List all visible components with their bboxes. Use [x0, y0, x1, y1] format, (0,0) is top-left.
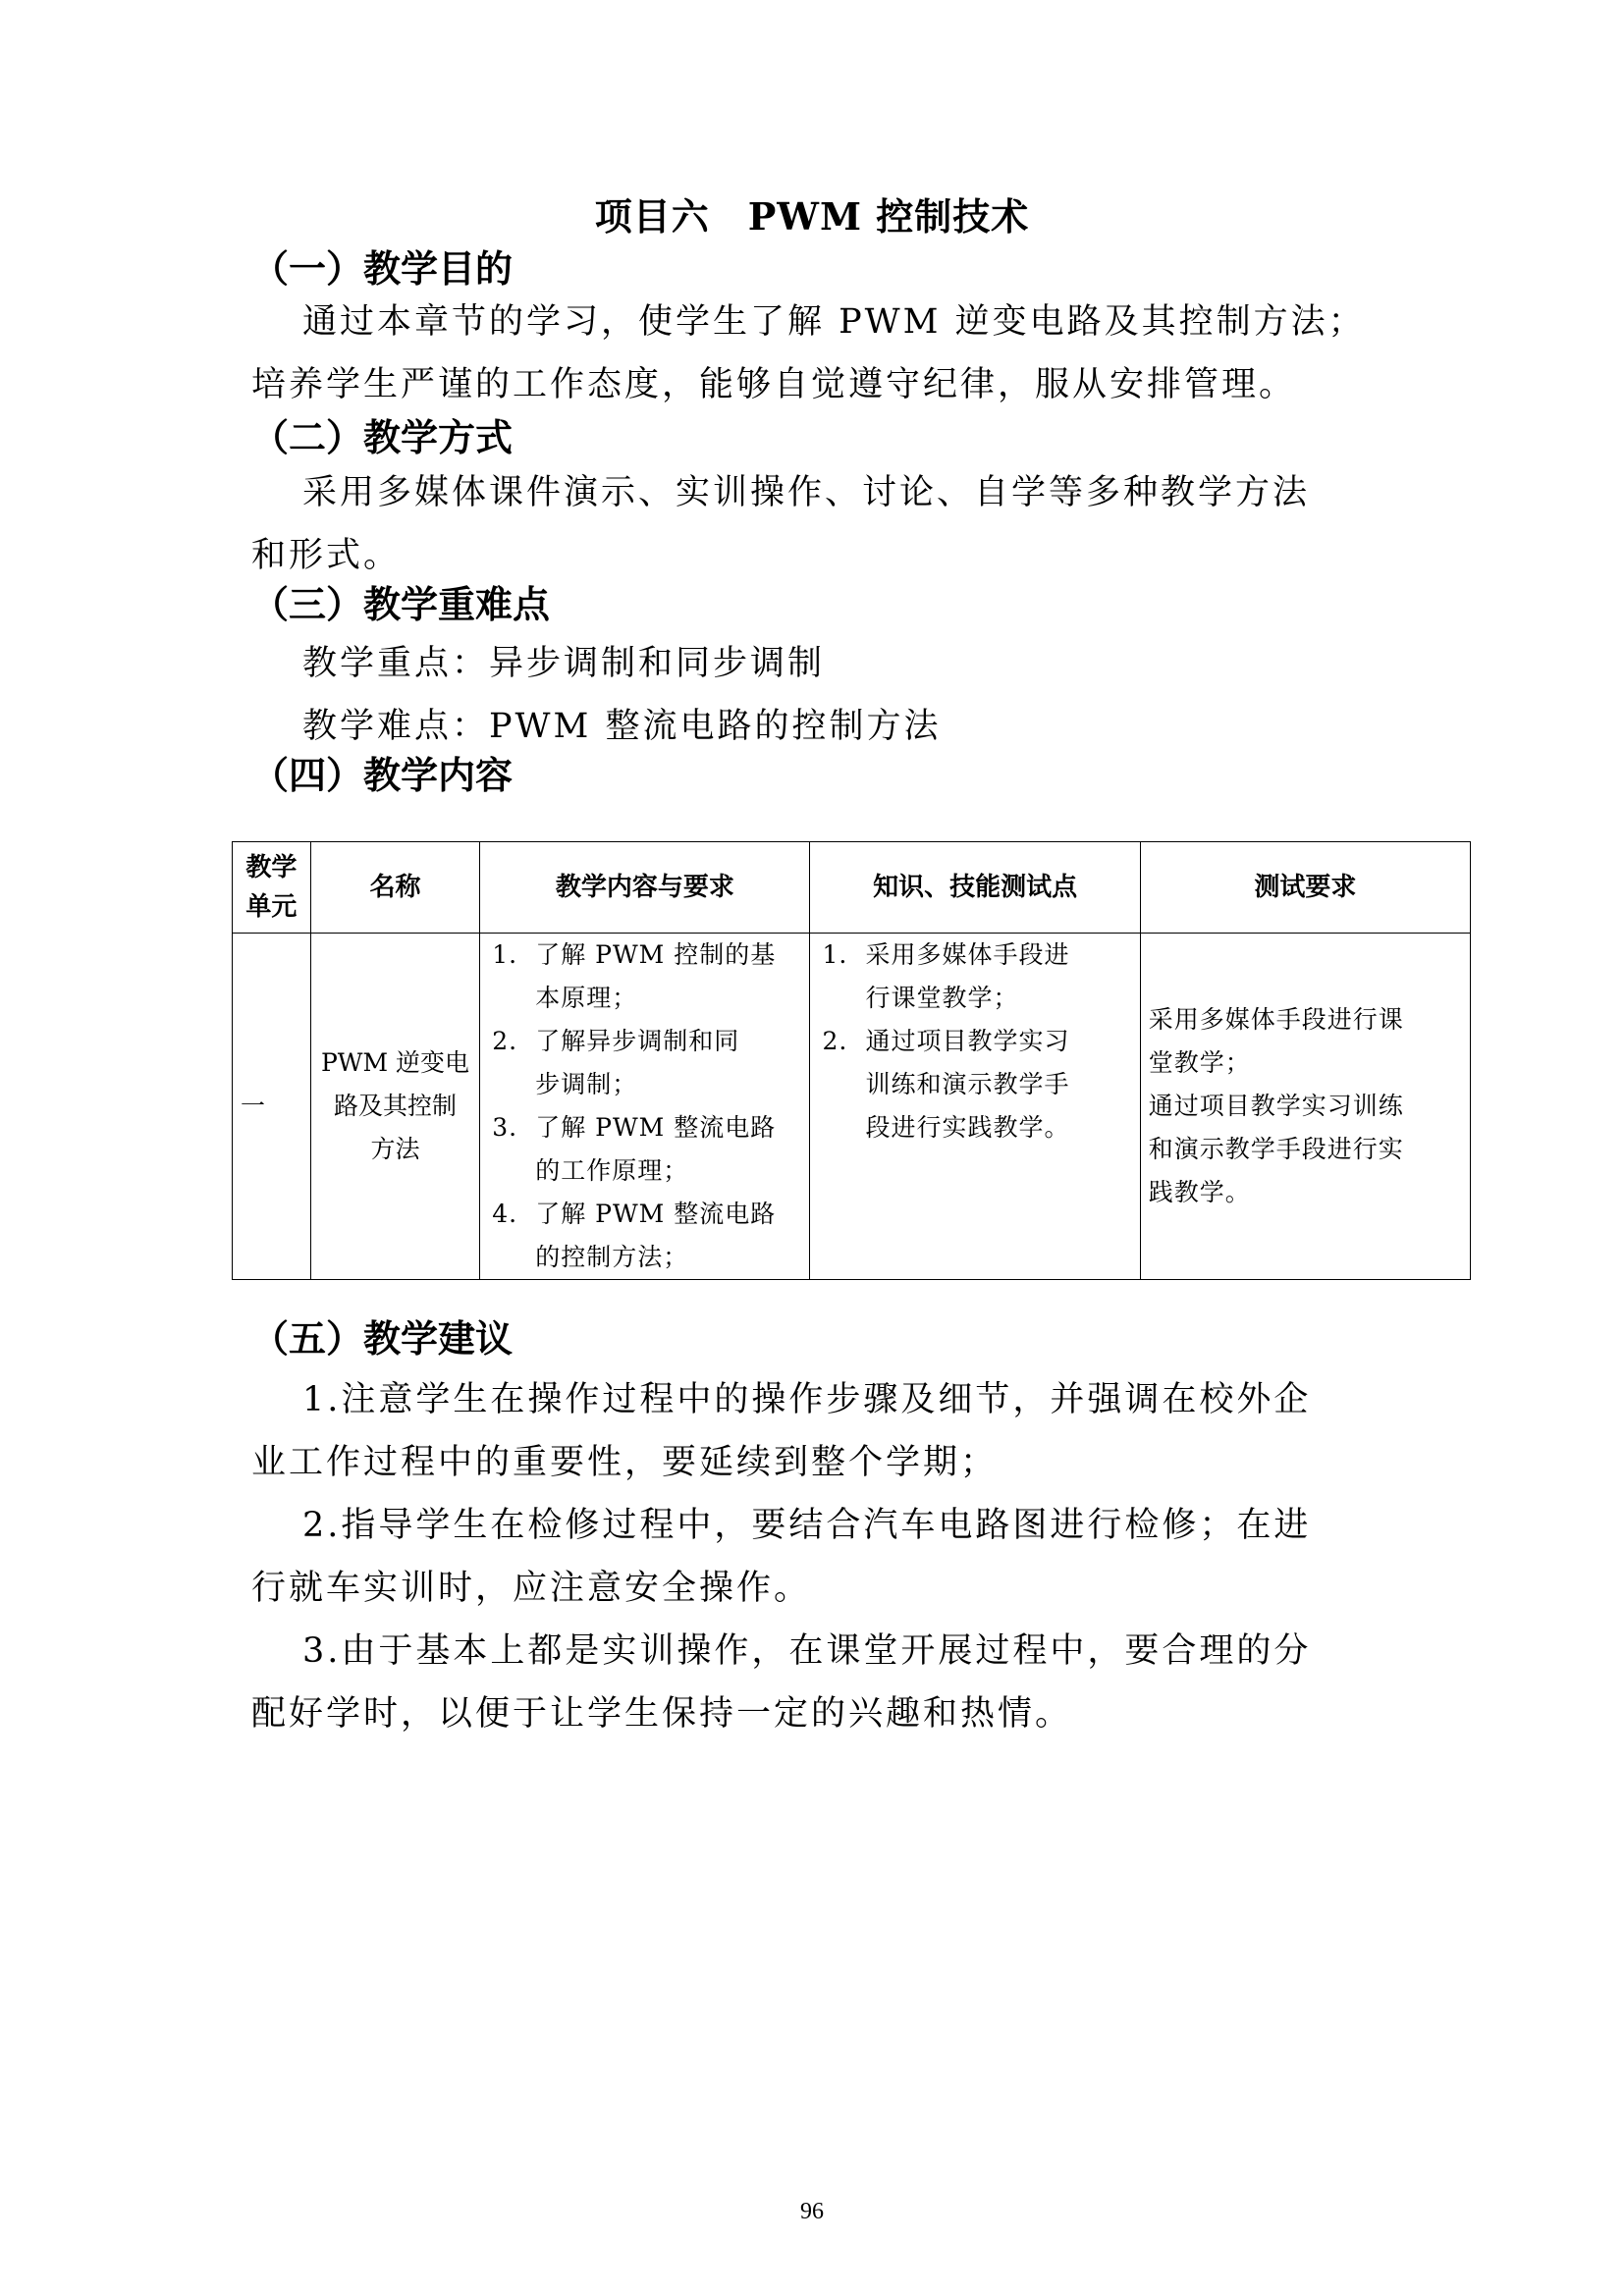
list-number: 1.	[822, 940, 848, 969]
list-text: 通过项目教学实习	[865, 1027, 1070, 1055]
name-line: PWM 逆变电	[320, 1048, 469, 1077]
list-text: 了解 PWM 整流电路	[535, 1113, 777, 1142]
requirement-line: 采用多媒体手段进行课	[1148, 1005, 1404, 1034]
cell-test-requirements	[1140, 934, 1470, 1280]
section-paragraph-key-points	[251, 632, 1361, 758]
cell-name	[310, 934, 479, 1280]
section-heading-key-points: （三）教学重难点	[251, 582, 551, 626]
section-paragraph-teaching-goal	[251, 291, 1366, 416]
list-item	[488, 934, 801, 1020]
page-title: 项目六 PWM 控制技术	[594, 194, 1030, 239]
header-name: 名称	[310, 842, 479, 934]
cell-test-points	[810, 934, 1140, 1280]
list-number: 2.	[492, 1027, 518, 1055]
list-text: 采用多媒体手段进	[865, 940, 1070, 969]
list-item	[488, 1020, 801, 1106]
list-item	[818, 934, 1131, 1020]
test-points-list	[818, 934, 1131, 1149]
list-text: 了解 PWM 控制的基	[535, 940, 777, 969]
paragraph-line: 培养学生严谨的工作态度，能够自觉遵守纪律，服从安排管理。	[251, 365, 1297, 404]
section-paragraph-suggestions	[251, 1368, 1361, 1745]
paragraph-line: 配好学时，以便于让学生保持一定的兴趣和热情。	[251, 1694, 1073, 1734]
header-unit-line: 教学	[245, 853, 298, 882]
requirement-line: 通过项目教学实习训练	[1148, 1092, 1404, 1120]
requirement-line: 和演示教学手段进行实	[1148, 1135, 1404, 1163]
requirement-line: 堂教学；	[1148, 1048, 1251, 1077]
table-header-row	[233, 842, 1471, 934]
paragraph-line: 2.指导学生在检修过程中，要结合汽车电路图进行检修；在进	[302, 1506, 1312, 1545]
section-heading-teaching-method: （二）教学方式	[251, 415, 514, 459]
paragraph-line: 业工作过程中的重要性，要延续到整个学期；	[251, 1443, 999, 1482]
name-line: 方法	[370, 1135, 420, 1163]
list-number: 1.	[492, 940, 518, 969]
list-number: 3.	[492, 1113, 518, 1142]
paragraph-line: 1.注意学生在操作过程中的操作步骤及细节，并强调在校外企	[302, 1380, 1312, 1419]
list-item	[488, 1106, 801, 1193]
list-text: 的工作原理；	[535, 1156, 689, 1185]
list-item	[818, 1020, 1131, 1149]
paragraph-line: 通过本章节的学习，使学生了解 PWM 逆变电路及其控制方法；	[302, 302, 1366, 342]
header-test-requirements: 测试要求	[1140, 842, 1470, 934]
section-paragraph-teaching-method	[251, 461, 1361, 587]
section-heading-teaching-goal: （一）教学目的	[251, 246, 514, 291]
list-text: 段进行实践教学。	[865, 1113, 1070, 1142]
name-line: 路及其控制	[333, 1092, 457, 1120]
header-content: 教学内容与要求	[480, 842, 810, 934]
header-test-points: 知识、技能测试点	[810, 842, 1140, 934]
list-item	[488, 1193, 801, 1279]
cell-content	[480, 934, 810, 1280]
table-row	[233, 934, 1471, 1280]
section-heading-teaching-content: （四）教学内容	[251, 753, 514, 797]
paragraph-line: 和形式。	[251, 536, 402, 575]
list-text: 步调制；	[535, 1070, 638, 1098]
paragraph-line: 行就车实训时，应注意安全操作。	[251, 1569, 812, 1608]
list-text: 本原理；	[535, 984, 638, 1012]
cell-unit: 一	[233, 934, 311, 1280]
content-list	[488, 934, 801, 1279]
header-teaching-unit	[233, 842, 311, 934]
paragraph-line: 教学重点：异步调制和同步调制	[302, 644, 826, 683]
requirement-line: 践教学。	[1148, 1178, 1251, 1206]
page-number: 96	[800, 2199, 824, 2224]
list-text: 训练和演示教学手	[865, 1070, 1070, 1098]
section-heading-suggestions: （五）教学建议	[251, 1316, 514, 1361]
list-number: 4.	[492, 1200, 518, 1228]
list-text: 的控制方法；	[535, 1243, 689, 1271]
list-text: 了解 PWM 整流电路	[535, 1200, 777, 1228]
paragraph-line: 教学难点：PWM 整流电路的控制方法	[302, 707, 942, 746]
header-unit-line: 单元	[245, 892, 298, 922]
paragraph-line: 3.由于基本上都是实训操作，在课堂开展过程中，要合理的分	[302, 1631, 1312, 1671]
paragraph-line: 采用多媒体课件演示、实训操作、讨论、自学等多种教学方法	[302, 473, 1311, 512]
teaching-content-table	[232, 841, 1471, 1280]
list-text: 了解异步调制和同	[535, 1027, 740, 1055]
list-text: 行课堂教学；	[865, 984, 1019, 1012]
list-number: 2.	[822, 1027, 848, 1055]
